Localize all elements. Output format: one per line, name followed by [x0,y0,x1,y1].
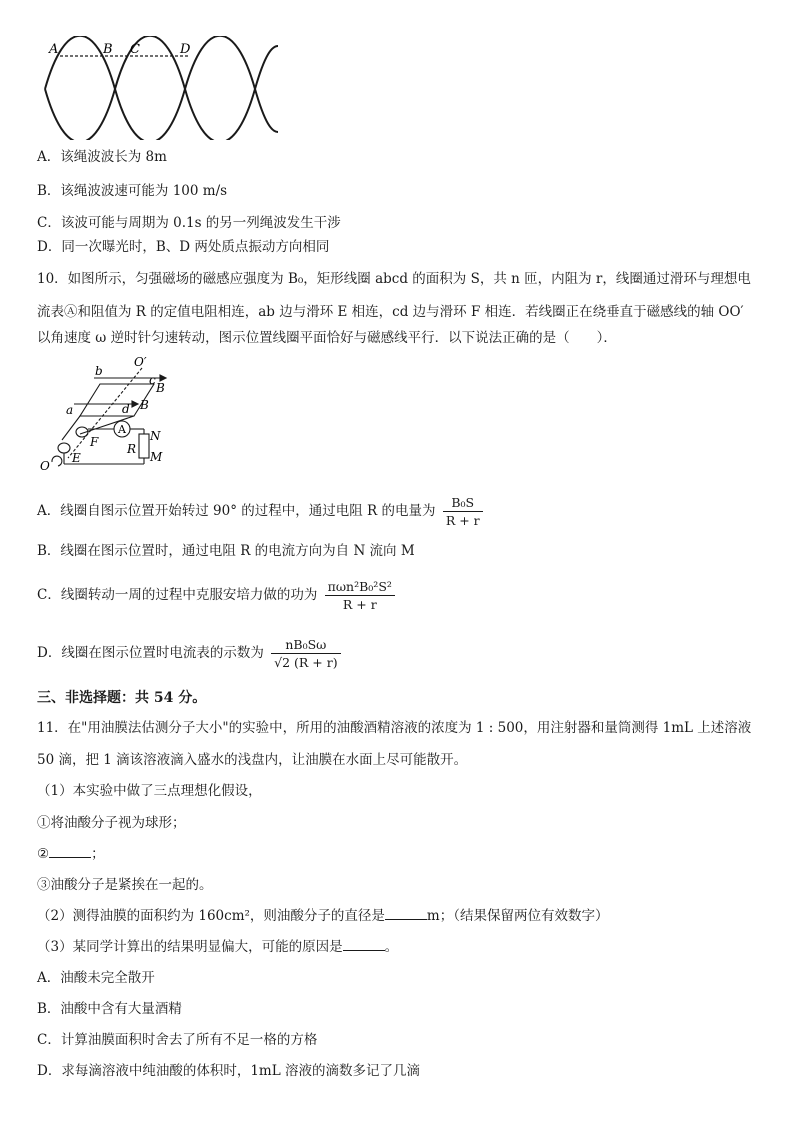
q11-part3 [37,937,398,957]
wave-lower-curve [45,36,278,140]
fraction-denominator: √2 (R + r) [274,654,338,670]
q10-option-a [37,494,483,529]
wave-label-a: A [49,42,59,57]
q10-option-a-text: A．线圈自图示位置开始转过 90° 的过程中，通过电阻 R 的电量为 [37,503,436,519]
q10-option-d-fraction [271,637,340,671]
wave-label-d: D [180,42,191,57]
fraction-denominator: R + r [445,512,480,528]
fraction-numerator: πωn²B₀²S² [325,579,395,596]
q10-stem-line3: 以角速度 ω 逆时针匀速转动，图示位置线圈平面恰好与磁感线平行．以下说法正确的是（ ）． [37,330,617,346]
part2-suffix: m；（结果保留两位有效数字） [426,908,609,924]
standing-wave-figure [40,36,290,140]
assumption2-prefix: ② [37,846,50,862]
q11-option-a: A．油酸未完全散开 [37,970,155,986]
fig-label-o: O [40,459,50,472]
generator-coil-figure [38,354,170,472]
fraction-denominator: R + r [342,596,377,612]
fig-label-d: d [122,402,130,416]
answer-blank-reason[interactable] [343,938,385,951]
fig-label-m: M [150,450,163,464]
q11-part1: （1）本实验中做了三点理想化假设， [37,783,262,799]
fig-label-e: E [72,451,81,465]
q10-option-b: B．线圈在图示位置时，通过电阻 R 的电流方向为自 N 流向 M [37,543,415,559]
q11-option-d: D．求每滴溶液中纯油酸的体积时，1mL 溶液的滴数多记了几滴 [37,1063,420,1079]
fig-label-o-prime: O′ [134,355,147,369]
q11-part2 [37,906,608,926]
wave-label-b: B [103,42,113,57]
fig-label-b-field-mid: B [140,398,149,412]
q11-stem: 11．在"用油膜法估测分子大小"的实验中，所用的油酸酒精溶液的浓度为 1 : 500，用注射器和量筒测得 1mL 上述溶液 50 滴，把 1 滴该溶液滴入盛水的浅盘内，让油膜在水面上尽可能散开。 [37,720,752,768]
answer-blank-diameter[interactable] [385,907,427,920]
fig-label-r: R [127,442,137,456]
q10-option-c [37,578,395,613]
q9-option-c: C．该波可能与周期为 0.1s 的另一列绳波发生干涉 [37,215,341,231]
q11-option-b: B．油酸中含有大量酒精 [37,1001,182,1017]
wave-label-c: C [130,42,140,57]
q10-option-d [37,636,341,671]
fig-label-b-field-top: B [156,381,165,395]
part2-prefix: （2）测得油膜的面积约为 160cm²，则油酸分子的直径是 [37,908,385,924]
fig-label-b: b [95,364,103,378]
q9-option-a: A．该绳波波长为 8m [37,149,167,165]
q11-assumption2 [37,844,105,864]
q11-option-c: C．计算油膜面积时舍去了所有不足一格的方格 [37,1032,318,1048]
fig-label-c: c [149,373,156,387]
q10-stem-line1: 10．如图所示，匀强磁场的磁感应强度为 B₀，矩形线圈 abcd 的面积为 S，共 n 匝，内阻为 r，线圈通过滑环与理想电 [37,271,751,287]
fig-label-n: N [150,429,161,443]
q11-assumption3: ③油酸分子是紧挨在一起的。 [37,877,213,893]
q10-stem-line2: 流表Ⓐ和阻值为 R 的定值电阻相连，ab 边与滑环 E 相连，cd 边与滑环 F 相连．若线圈正在绕垂直于磁感线的轴 OO′ [37,304,744,320]
fig-label-f: F [90,435,99,449]
q10-option-c-text: C．线圈转动一周的过程中克服安培力做的功为 [37,587,318,603]
fig-label-a: a [66,403,74,417]
q10-option-c-fraction [325,579,395,613]
q10-option-a-fraction [443,495,483,529]
q9-option-b: B．该绳波波速可能为 100 m/s [37,183,228,199]
fraction-numerator: B₀S [443,495,483,512]
fraction-numerator: nB₀Sω [271,637,340,654]
answer-blank-assumption2[interactable] [49,845,91,858]
q10-option-d-text: D．线圈在图示位置时电流表的示数为 [37,645,264,661]
part3-prefix: （3）某同学计算出的结果明显偏大，可能的原因是 [37,939,343,955]
section3-title: 三、非选择题：共 54 分。 [37,690,207,706]
fig-label-ammeter: A [118,423,126,436]
part3-suffix: 。 [384,939,399,955]
q11-assumption1: ①将油酸分子视为球形； [37,815,186,831]
assumption2-suffix: ； [91,846,105,862]
wave-upper-curve [45,36,278,140]
q9-option-d: D．同一次曝光时，B、D 两处质点振动方向相同 [37,239,330,255]
